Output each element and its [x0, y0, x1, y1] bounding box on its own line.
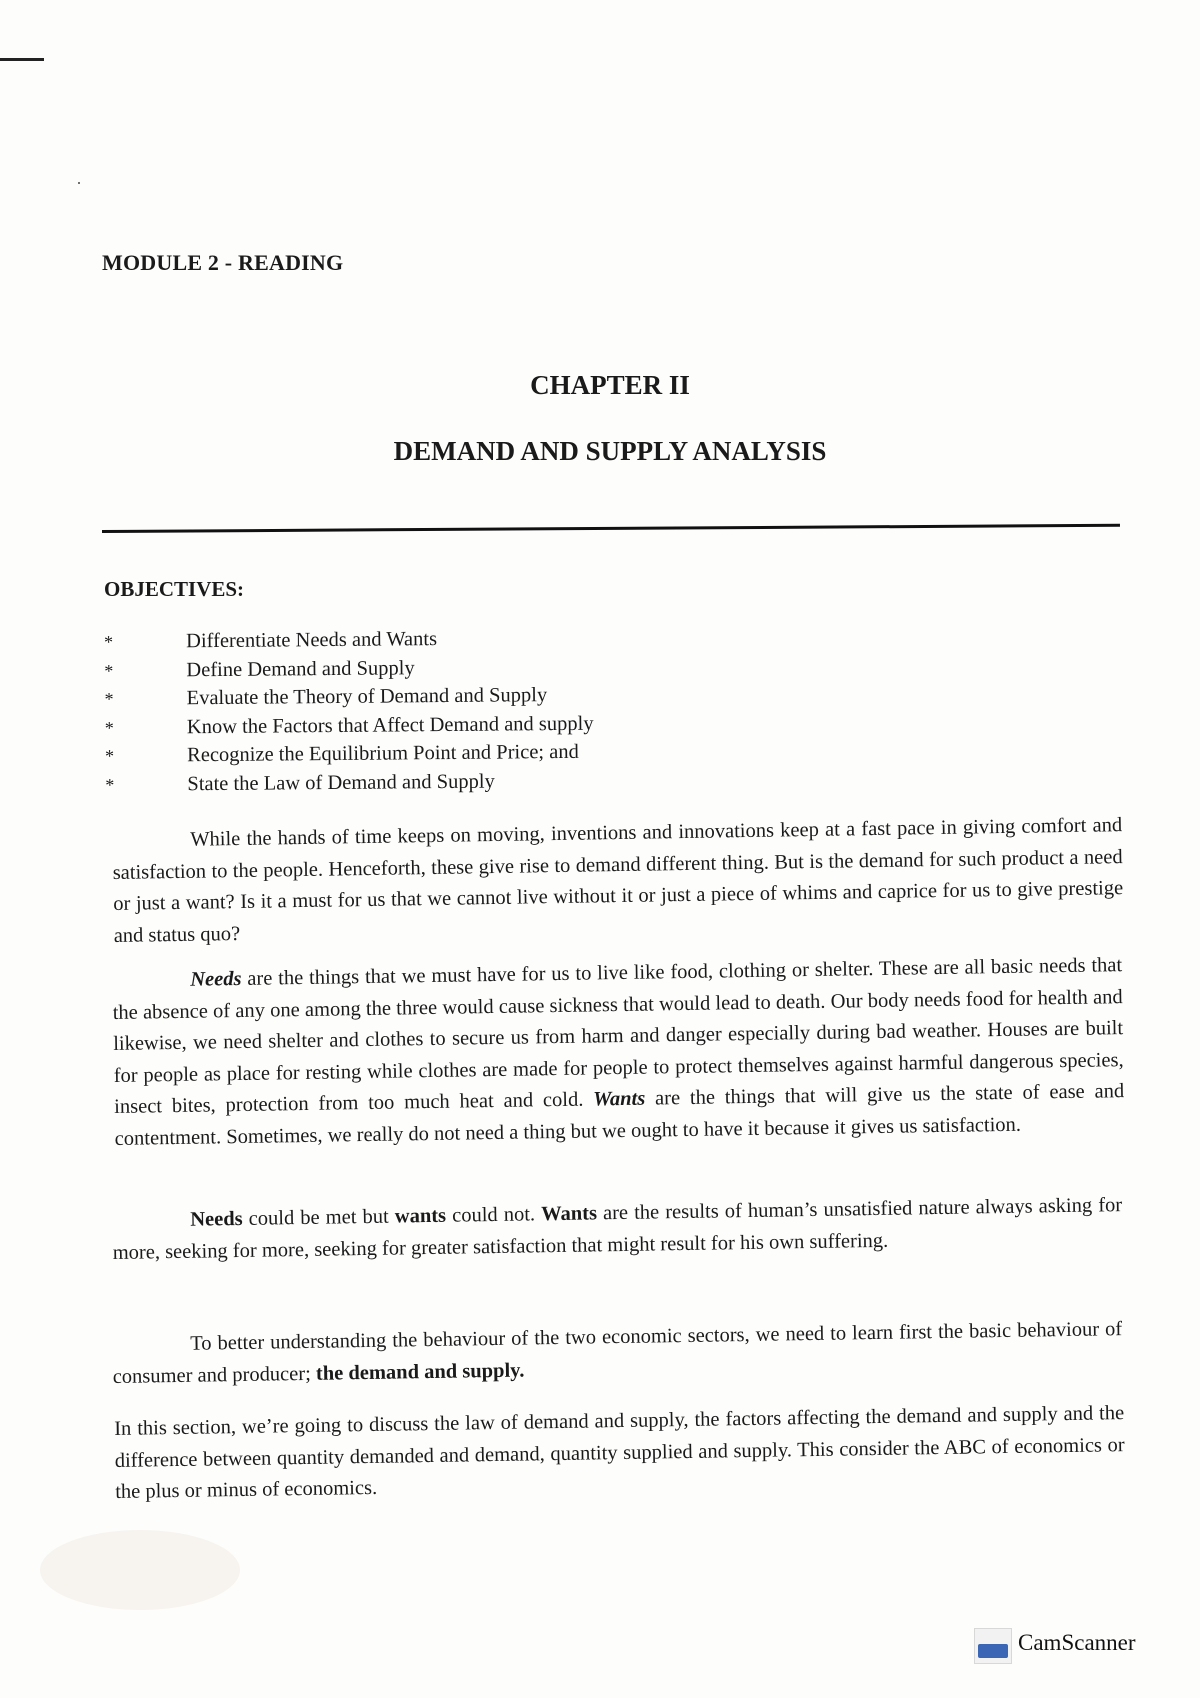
objective-item: [105, 738, 594, 771]
camscanner-watermark: CamScanner: [1018, 1630, 1136, 1655]
paragraph-intro: [112, 810, 1124, 952]
module-label: MODULE 2 - READING: [102, 250, 344, 275]
asterisk-bullet-icon: *: [105, 745, 115, 766]
paragraph-intro-text: While the hands of time keeps on moving, inventions and innovations keep at a fast pace in giving comfort and satisfaction to the people. Henceforth, these give rise to demand different thing. But is the demand for such product a need or just a want? Is it a must for us that we cannot live without it or just a piece of whims and caprice for us to give prestige and status quo?: [112, 814, 1124, 947]
asterisk-bullet-icon: *: [104, 631, 114, 652]
objective-item: [104, 624, 593, 657]
objective-text: Recognize the Equilibrium Point and Price; and: [187, 740, 579, 767]
horizontal-divider: [102, 524, 1120, 533]
objectives-list: [104, 624, 594, 799]
paragraph-behaviour: [112, 1314, 1123, 1393]
objectives-heading: OBJECTIVES:: [104, 577, 245, 601]
paragraph-text: could be met but: [248, 1205, 389, 1230]
term-wants: wants: [394, 1204, 447, 1228]
chapter-title: DEMAND AND SUPPLY ANALYSIS: [393, 436, 827, 466]
paragraph-text: To better understanding the behaviour of the two economic sectors, we need to learn first the basic behaviour of consumer and producer;: [112, 1318, 1123, 1388]
objective-text: State the Law of Demand and Supply: [187, 770, 495, 795]
objective-item: [104, 681, 593, 714]
paragraph-section-overview: [114, 1398, 1125, 1508]
paragraph-needs-wants: [112, 950, 1125, 1155]
asterisk-bullet-icon: *: [104, 717, 114, 738]
paragraph-needs-vs-wants: [112, 1190, 1123, 1269]
term-demand-supply: the demand and supply.: [315, 1359, 525, 1385]
term-needs: Needs: [190, 1207, 243, 1231]
asterisk-bullet-icon: *: [105, 774, 115, 795]
scan-edge-mark: [0, 58, 44, 61]
objective-text: Differentiate Needs and Wants: [186, 628, 438, 653]
objective-text: Define Demand and Supply: [186, 656, 415, 681]
term-needs: Needs: [190, 967, 242, 991]
paragraph-text: are the things that will give us the state of ease and contentment. Sometimes, we really do not need a thing but we ought to have it because it gives us satisfaction.: [114, 1080, 1125, 1150]
paragraph-text: are the results of human’s unsatisfied nature always asking for more, seeking for more, seeking for greater satisfaction that might result for his own suffering.: [112, 1194, 1123, 1264]
scan-speck: [78, 182, 80, 184]
term-wants: Wants: [593, 1087, 646, 1111]
objective-text: Evaluate the Theory of Demand and Supply: [186, 684, 548, 710]
paragraph-text: are the things that we must have for us to live like food, clothing or shelter. These are all basic needs that the absence of any one among the three would cause sickness that would lead to death. Our body needs food for health and likewise, we need shelter and clothes to secure us from harm and danger especially during bad weather. Houses are built for people as place for resting while clothes are made for people to protect themselves against harmful dangerous species, insect bites, protection from too much heat and cold.: [112, 954, 1124, 1118]
asterisk-bullet-icon: *: [104, 688, 114, 709]
objective-text: Know the Factors that Affect Demand and supply: [186, 712, 594, 738]
term-wants: Wants: [540, 1202, 598, 1226]
objective-item: [105, 709, 594, 742]
chapter-number: CHAPTER II: [530, 370, 690, 400]
paragraph-text: could not.: [451, 1203, 536, 1227]
scan-smudge: [40, 1530, 240, 1610]
scanner-mark-icon: [978, 1644, 1008, 1658]
paragraph-text: In this section, we’re going to discuss the law of demand and supply, the factors affecting the demand and supply and the difference between quantity demanded and demand, quantity supplied and supply. This consider the ABC of economics or the plus or minus of economics.: [114, 1402, 1125, 1503]
asterisk-bullet-icon: *: [104, 660, 114, 681]
camscanner-logo-icon: [974, 1628, 1012, 1664]
objective-item: [105, 766, 594, 799]
objective-item: [104, 652, 593, 685]
